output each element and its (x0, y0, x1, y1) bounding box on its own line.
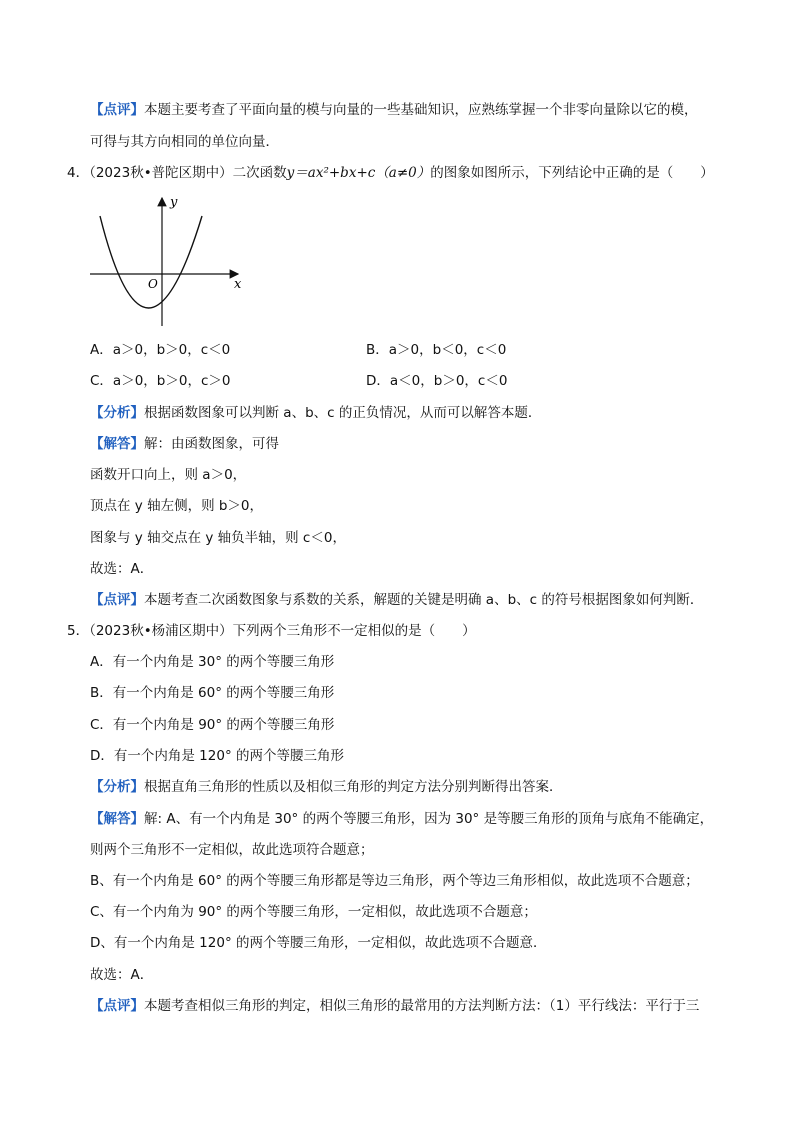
analysis-tag: 【分析】 (90, 779, 144, 795)
comment-tag: 【点评】 (90, 998, 144, 1014)
q4-stem-b: 的图象如图所示，下列结论中正确的是（ ） (430, 165, 714, 181)
answer-tag: 【解答】 (90, 811, 144, 827)
q4-stem-a: 4．（2023秋•普陀区期中）二次函数 (67, 165, 287, 181)
q4-answer-2: 函数开口向上，则 a＞0， (90, 467, 247, 483)
q5-option-c: C．有一个内角是 90° 的两个等腰三角形 (90, 717, 335, 733)
parabola-graph (86, 190, 256, 332)
q5-option-b: B．有一个内角是 60° 的两个等腰三角形 (90, 685, 335, 701)
q4-options-row-1 (90, 341, 230, 359)
x-label: x (234, 277, 242, 292)
answer-text: 解：由函数图象，可得 (144, 436, 279, 452)
q5-answer-2: 则两个三角形不一定相似，故此选项符合题意； (90, 842, 374, 858)
q5-answer-5: D、有一个内角是 120° 的两个等腰三角形，一定相似，故此选项不合题意． (90, 935, 547, 951)
q4-analysis (90, 404, 541, 422)
q5-answer-1 (90, 810, 713, 828)
comment-text: 本题考查二次函数图象与系数的关系，解题的关键是明确 a、b、c 的符号根据图象如何判断． (144, 592, 704, 608)
q5-answer-6: 故选：A． (90, 967, 154, 983)
q5-analysis (90, 778, 563, 796)
q4-option-a: A．a＞0，b＞0，c＜0 (90, 342, 231, 358)
comment-text: 本题主要考查了平面向量的模与向量的一些基础知识，应熟练掌握一个非零向量除以它的模， (144, 102, 698, 118)
q4-answer-5: 故选：A． (90, 561, 154, 577)
q4-option-b: B．a＞0，b＜0，c＜0 (366, 342, 507, 358)
q5-option-d: D．有一个内角是 120° 的两个等腰三角形 (90, 748, 344, 764)
y-label: y (170, 195, 178, 210)
analysis-text: 根据直角三角形的性质以及相似三角形的判定方法分别判断得出答案． (144, 779, 563, 795)
q5-option-a: A．有一个内角是 30° 的两个等腰三角形 (90, 654, 335, 670)
parabola-curve (100, 216, 202, 308)
q4-answer-3: 顶点在 y 轴左侧，则 b＞0， (90, 498, 264, 514)
q4-option-d: D．a＜0，b＞0，c＜0 (366, 373, 508, 389)
comment-line-2 (90, 133, 279, 151)
q4-answer-4: 图象与 y 轴交点在 y 轴负半轴，则 c＜0， (90, 530, 346, 546)
q4-option-c: C．a＞0，b＞0，c＞0 (90, 373, 231, 389)
question-5-stem: 5．（2023秋•杨浦区期中）下列两个三角形不一定相似的是（ ） (67, 623, 476, 639)
comment-tag: 【点评】 (90, 592, 144, 608)
q5-comment (90, 997, 699, 1015)
comment-text-cont: 可得与其方向相同的单位向量． (90, 134, 279, 150)
q5-answer-4: C、有一个内角为 90° 的两个等腰三角形，一定相似，故此选项不合题意； (90, 904, 537, 920)
comment-tag: 【点评】 (90, 102, 144, 118)
q4-options-row-2 (90, 372, 230, 390)
analysis-tag: 【分析】 (90, 405, 144, 421)
analysis-text: 根据函数图象可以判断 a、b、c 的正负情况，从而可以解答本题． (144, 405, 542, 421)
q4-formula: y＝ax²+bx+c（a≠0） (286, 165, 431, 181)
comment-line-1 (90, 101, 698, 119)
question-4-stem (67, 164, 714, 182)
q4-comment (90, 591, 703, 609)
comment-text: 本题考查相似三角形的判定，相似三角形的最常用的方法判断方法：（1）平行线法：平行于三 (144, 998, 700, 1014)
answer-text: 解: A、有一个内角是 30° 的两个等腰三角形，因为 30° 是等腰三角形的顶角与底角不能确定， (144, 811, 714, 827)
origin-label: O (148, 277, 158, 291)
q5-answer-3: B、有一个内角是 60° 的两个等腰三角形都是等边三角形，两个等边三角形相似，故此选项不合题意； (90, 873, 699, 889)
q4-answer-1 (90, 435, 279, 453)
answer-tag: 【解答】 (90, 436, 144, 452)
